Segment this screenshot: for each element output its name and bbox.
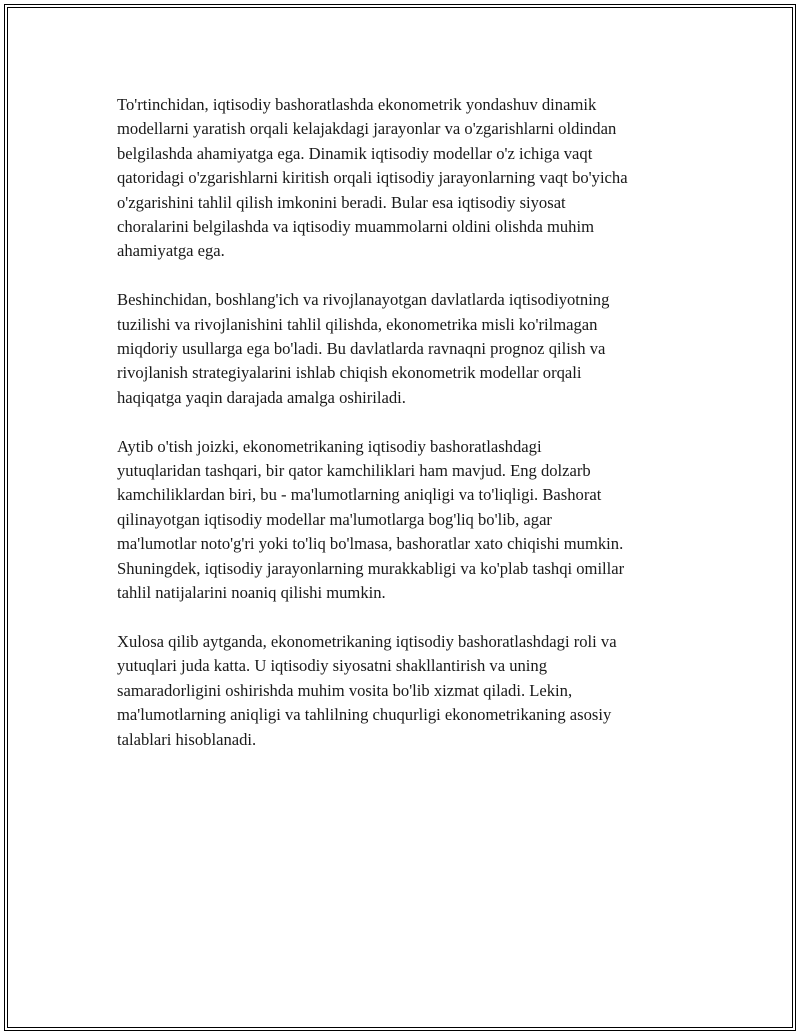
text-line: Aytib o'tish joizki, ekonometrikaning iqtisodiy bashoratlashdagi — [117, 436, 542, 456]
text-line: qatoridagi o'zgarishlarni kiritish orqali iqtisodiy jarayonlarning vaqt bo'yicha — [117, 168, 628, 188]
text-line: rivojlanish strategiyalarini ishlab chiqish ekonometrik modellar orqali — [117, 363, 582, 383]
text-line: ma'lumotlar noto'g'ri yoki to'liq bo'lmasa, bashoratlar xato chiqishi mumkin. — [117, 534, 624, 554]
text-line: choralarini belgilashda va iqtisodiy muammolarni oldini olishda muhim — [117, 217, 594, 237]
text-line: tuzilishi va rivojlanishini tahlil qilishda, ekonometrika misli ko'rilmagan — [117, 314, 598, 334]
text-line: yutuqlari juda katta. U iqtisodiy siyosatni shakllantirish va uning — [117, 656, 548, 676]
text-line: kamchiliklardan biri, bu - ma'lumotlarning aniqligi va to'liqligi. Bashorat — [117, 485, 602, 505]
text-line: Beshinchidan, boshlang'ich va rivojlanayotgan davlatlarda iqtisodiyotning — [117, 290, 610, 310]
text-line: Shuningdek, iqtisodiy jarayonlarning murakkabligi va ko'plab tashqi omillar — [117, 558, 625, 578]
text-line: tahlil natijalarini noaniq qilishi mumkin. — [117, 583, 386, 603]
text-line: talablari hisoblanadi. — [117, 729, 257, 749]
document-body — [117, 93, 692, 776]
text-line: samaradorligini oshirishda muhim vosita bo'lib xizmat qiladi. Lekin, — [117, 680, 573, 700]
text-line: To'rtinchidan, iqtisodiy bashoratlashda ekonometrik yondashuv dinamik — [117, 95, 597, 114]
text-line: modellarni yaratish orqali kelajakdagi jarayonlar va o'zgarishlarni oldindan — [117, 119, 617, 139]
text-line: haqiqatga yaqin darajada amalga oshiriladi. — [117, 387, 406, 407]
paragraph-3 — [117, 435, 692, 606]
paragraph-1 — [117, 93, 692, 264]
text-line: ma'lumotlarning aniqligi va tahlilning chuqurligi ekonometrikaning asosiy — [117, 705, 612, 725]
text-line: ahamiyatga ega. — [117, 241, 225, 261]
paragraph-4 — [117, 630, 692, 752]
text-line: Xulosa qilib aytganda, ekonometrikaning iqtisodiy bashoratlashdagi roli va — [117, 631, 617, 651]
text-line: belgilashda ahamiyatga ega. Dinamik iqtisodiy modellar o'z ichiga vaqt — [117, 143, 593, 163]
text-line: qilinayotgan iqtisodiy modellar ma'lumotlarga bog'liq bo'lib, agar — [117, 509, 552, 529]
text-line: yutuqlaridan tashqari, bir qator kamchiliklari ham mavjud. Eng dolzarb — [117, 461, 591, 481]
text-line: o'zgarishini tahlil qilish imkonini beradi. Bular esa iqtisodiy siyosat — [117, 192, 566, 212]
text-line: miqdoriy usullarga ega bo'ladi. Bu davlatlarda ravnaqni prognoz qilish va — [117, 339, 606, 359]
paragraph-2 — [117, 288, 692, 410]
